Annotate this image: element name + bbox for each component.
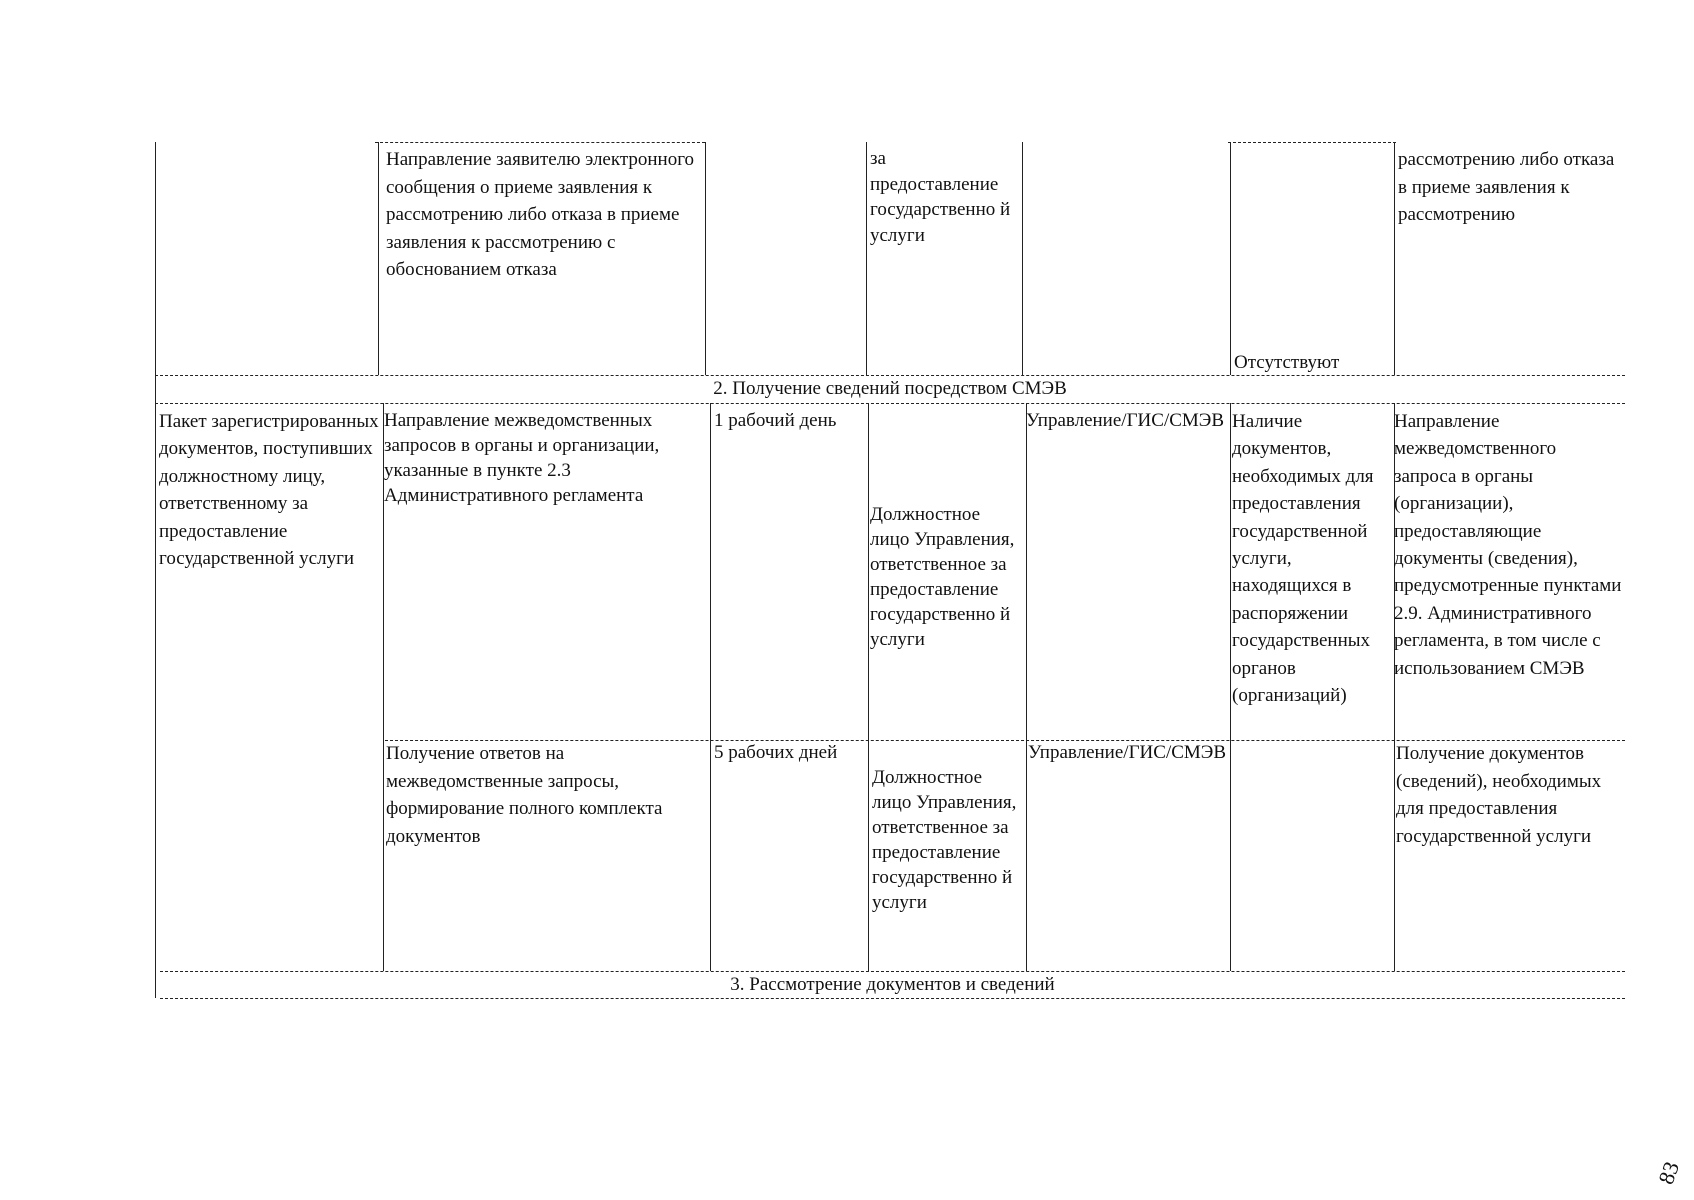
s2-row1-resources-cell: Управление/ГИС/СМЭВ <box>1026 410 1225 431</box>
s2-row2-responsible-cell: Должностное лицо Управления, ответственное за предоставление государственно й услуги <box>872 767 1017 913</box>
col-line-6 <box>1230 142 1231 375</box>
s2-row2-resources-cell: Управление/ГИС/СМЭВ <box>1028 742 1227 763</box>
col-line-3 <box>705 142 706 375</box>
rule-top-criteria <box>1228 142 1396 143</box>
col-line-3b <box>710 403 711 971</box>
rule-section2-bottom <box>155 403 1625 404</box>
page-number: 83 <box>1653 1158 1685 1188</box>
section3-title: 3. Рассмотрение документов и сведений <box>730 974 1055 995</box>
s2-row2-term-cell: 5 рабочих дней <box>714 742 838 763</box>
section2-title: 2. Получение сведений посредством СМЭВ <box>713 378 1067 399</box>
s2-row2-action-cell: Получение ответов на межведомственные запросы, формирование полного комплекта документов <box>386 743 663 847</box>
rule-section2-top <box>155 375 1625 376</box>
s2-criteria-cell: Наличие документов, необходимых для предоставления государственной услуги, находящихся в распоряжении государственных органов (организаций) <box>1232 411 1374 707</box>
s2-basis-cell: Пакет зарегистрированных документов, поступивших должностному лицу, ответственному за предоставление государственной услуги <box>159 411 379 570</box>
s2-row1-result-cell: Направление межведомственного запроса в органы (организации), предоставляющие документы (сведения), предусмотренные пунктами 2.9. Административного регламента, в том числе с использованием СМЭВ <box>1394 411 1622 679</box>
top-responsible-cell: за предоставление государственно й услуги <box>870 148 1011 246</box>
col-line-5 <box>1022 142 1023 375</box>
rule-section3-bottom <box>160 998 1625 999</box>
top-result-cell: рассмотрению либо отказа в приеме заявления к рассмотрению <box>1398 149 1615 225</box>
s2-row1-responsible-cell: Должностное лицо Управления, ответственное за предоставление государственно й услуги <box>870 504 1015 650</box>
s2-row1-term-cell: 1 рабочий день <box>714 410 837 431</box>
top-criteria-cell: Отсутствуют <box>1234 352 1340 373</box>
s2-row2-result-cell: Получение документов (сведений), необходимых для предоставления государственной услуги <box>1396 743 1602 847</box>
rule-top-action <box>375 142 705 143</box>
col-line-2 <box>378 142 379 375</box>
top-action-cell: Направление заявителю электронного сообщения о приеме заявления к рассмотрению либо отказа в приеме заявления к рассмотрению с обоснованием отказа <box>386 149 695 280</box>
rule-section3-top <box>160 971 1625 972</box>
s2-row1-action-cell: Направление межведомственных запросов в органы и организации, указанные в пункте 2.3 Административного регламента <box>384 410 660 506</box>
